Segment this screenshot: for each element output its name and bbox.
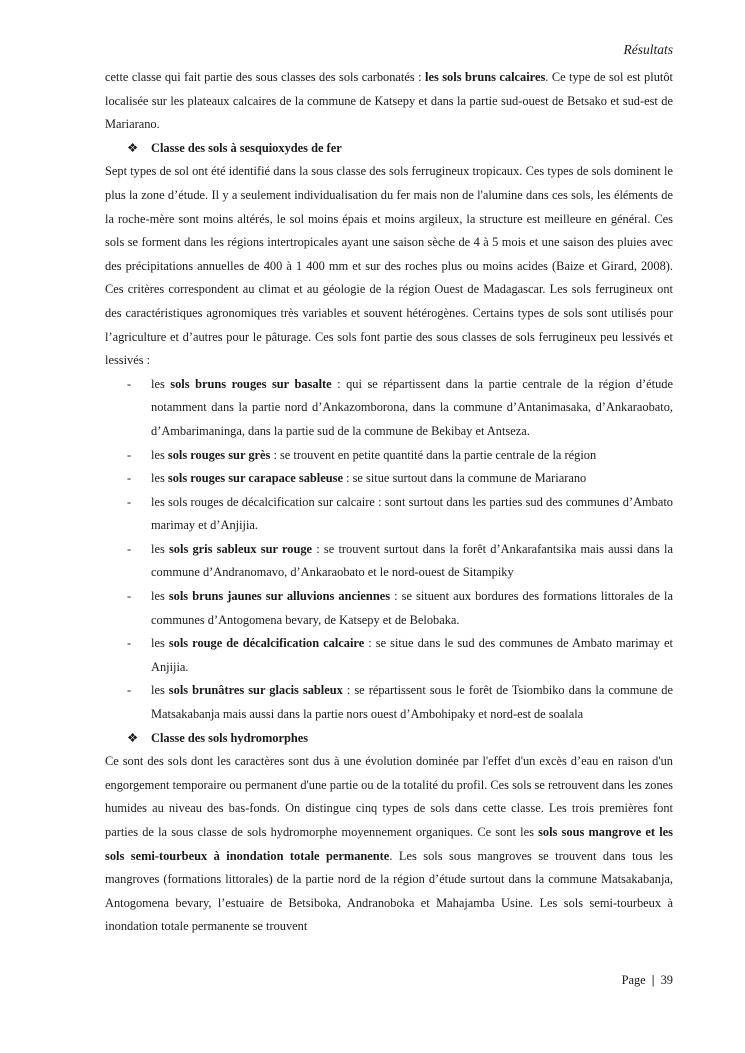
paragraph-ferrugineux: Sept types de sol ont été identifié dans la sous classe des sols ferrugineux tropicaux. Ces types de sols dominent le plus la zone d’étude. Il y a seulement individualisation du fer mais non de l'alumine dans ces sols, les éléments de la roche-mère sont moins altérés, le sol moins épais et moins argileux, la structure est meilleure en général. Ces sols se forment dans les régions intertropicales ayant une saison sèche de 4 à 5 mois et une saison des pluies avec des précipitations annuelles de 400 à 1 400 mm et sur des roches plus ou moins acides (Baize et Girard, 2008). Ces critères correspondent au climat et au géologie de la région Ouest de Madagascar. Les sols ferrugineux ont des caractéristiques agronomiques très variables et souvent hétérogènes. Certains types de sols sont utilisés pour l’agriculture et d’autres pour le pâturage. Ces sols font partie des sous classes de sols ferrugineux peu lessivés et lessivés : — [105, 164, 673, 368]
paragraph-hydromorphes: Ce sont des sols dont les caractères sont dus à une évolution dominée par l'effet d'un excès d’eau en raison d'un engorgement temporaire ou permanent d'une partie ou de la totalité du profil. Ces sols se retrouvent dans les zones humides au niveau des bas-fonds. On distingue cinq types de sols dans cette classe. Les trois premières font parties de la sous classe de sols hydromorphe moyennement organiques. Ce sont les sols sous mangrove et les sols semi-tourbeux à inondation totale permanente. Les sols sous mangroves se trouvent dans tous les mangroves (formations littorales) de la partie nord de la région d’étude surtout dans la commune Matsakabanja, Antogomena bevary, l’estuaire de Betsiboka, Andranoboka et Mahajamba Usine. Les sols semi-tourbeux à inondation totale permanente se trouvent — [105, 754, 673, 934]
running-header: Résultats — [623, 42, 673, 57]
section-heading-sesquioxydes: ❖ Classe des sols à sesquioxydes de fer — [105, 137, 673, 161]
diamond-bullet-icon: ❖ — [127, 730, 139, 745]
dash-bullet: - — [127, 471, 132, 486]
dash-bullet: - — [127, 683, 132, 698]
list-item: - les sols rouges sur carapace sableuse : se situe surtout dans la commune de Mariarano — [105, 467, 673, 491]
page-number: Page | 39 — [621, 973, 673, 987]
list-item: - les sols rouges sur grès : se trouvent en petite quantité dans la partie centrale de la région — [105, 444, 673, 468]
list-item: - les sols gris sableux sur rouge : se trouvent surtout dans la forêt d’Ankarafantsika mais aussi dans la commune d’Andranomavo, d’Ankaraobato et le nord-ouest de Sitampiky — [105, 538, 673, 585]
list-item: - les sols bruns jaunes sur alluvions anciennes : se situent aux bordures des formations littorales de la communes d’Antogomena bevary, de Katsepy et de Belobaka. — [105, 585, 673, 632]
bold-term: sols sous mangrove et les sols semi-tourbeux à inondation totale permanente — [105, 825, 673, 863]
dash-bullet: - — [127, 494, 132, 509]
list-item: - les sols brunâtres sur glacis sableux : se répartissent sous le forêt de Tsiombiko dans la commune de Matsakabanja mais aussi dans la partie nors ouest d’Ambohipaky et nord-est de soalala — [105, 679, 673, 726]
dash-bullet: - — [127, 447, 132, 462]
list-item: - les sols rouge de décalcification calcaire : se situe dans le sud des communes de Ambato marimay et Anjijia. — [105, 632, 673, 679]
section-heading-hydromorphes: ❖ Classe des sols hydromorphes — [105, 727, 673, 751]
dash-bullet: - — [127, 589, 132, 604]
list-item: - les sols bruns rouges sur basalte : qui se répartissent dans la partie centrale de la région d’étude notamment dans la partie nord d’Ankazomborona, dans la commune d’Antanimasaka, d’Ankaraobato, d’Ambarimaninga, dans la partie sud de la commune de Bekibay et Antseza. — [105, 373, 673, 444]
soil-type-list — [105, 373, 673, 727]
bold-term: les sols bruns calcaires — [425, 70, 546, 84]
paragraph-intro: cette classe qui fait partie des sous classes des sols carbonatés : les sols bruns calcaires. Ce type de sol est plutôt localisée sur les plateaux calcaires de la commune de Katsepy et dans la partie sud-ouest de Betsako et sud-est de Mariarano. — [105, 70, 673, 132]
dash-bullet: - — [127, 541, 132, 556]
page-body — [105, 66, 673, 939]
dash-bullet: - — [127, 376, 132, 391]
diamond-bullet-icon: ❖ — [127, 140, 139, 155]
list-item: - les sols rouges de décalcification sur calcaire : sont surtout dans les parties sud des communes d’Ambato marimay et d’Anjijia. — [105, 491, 673, 538]
dash-bullet: - — [127, 636, 132, 651]
